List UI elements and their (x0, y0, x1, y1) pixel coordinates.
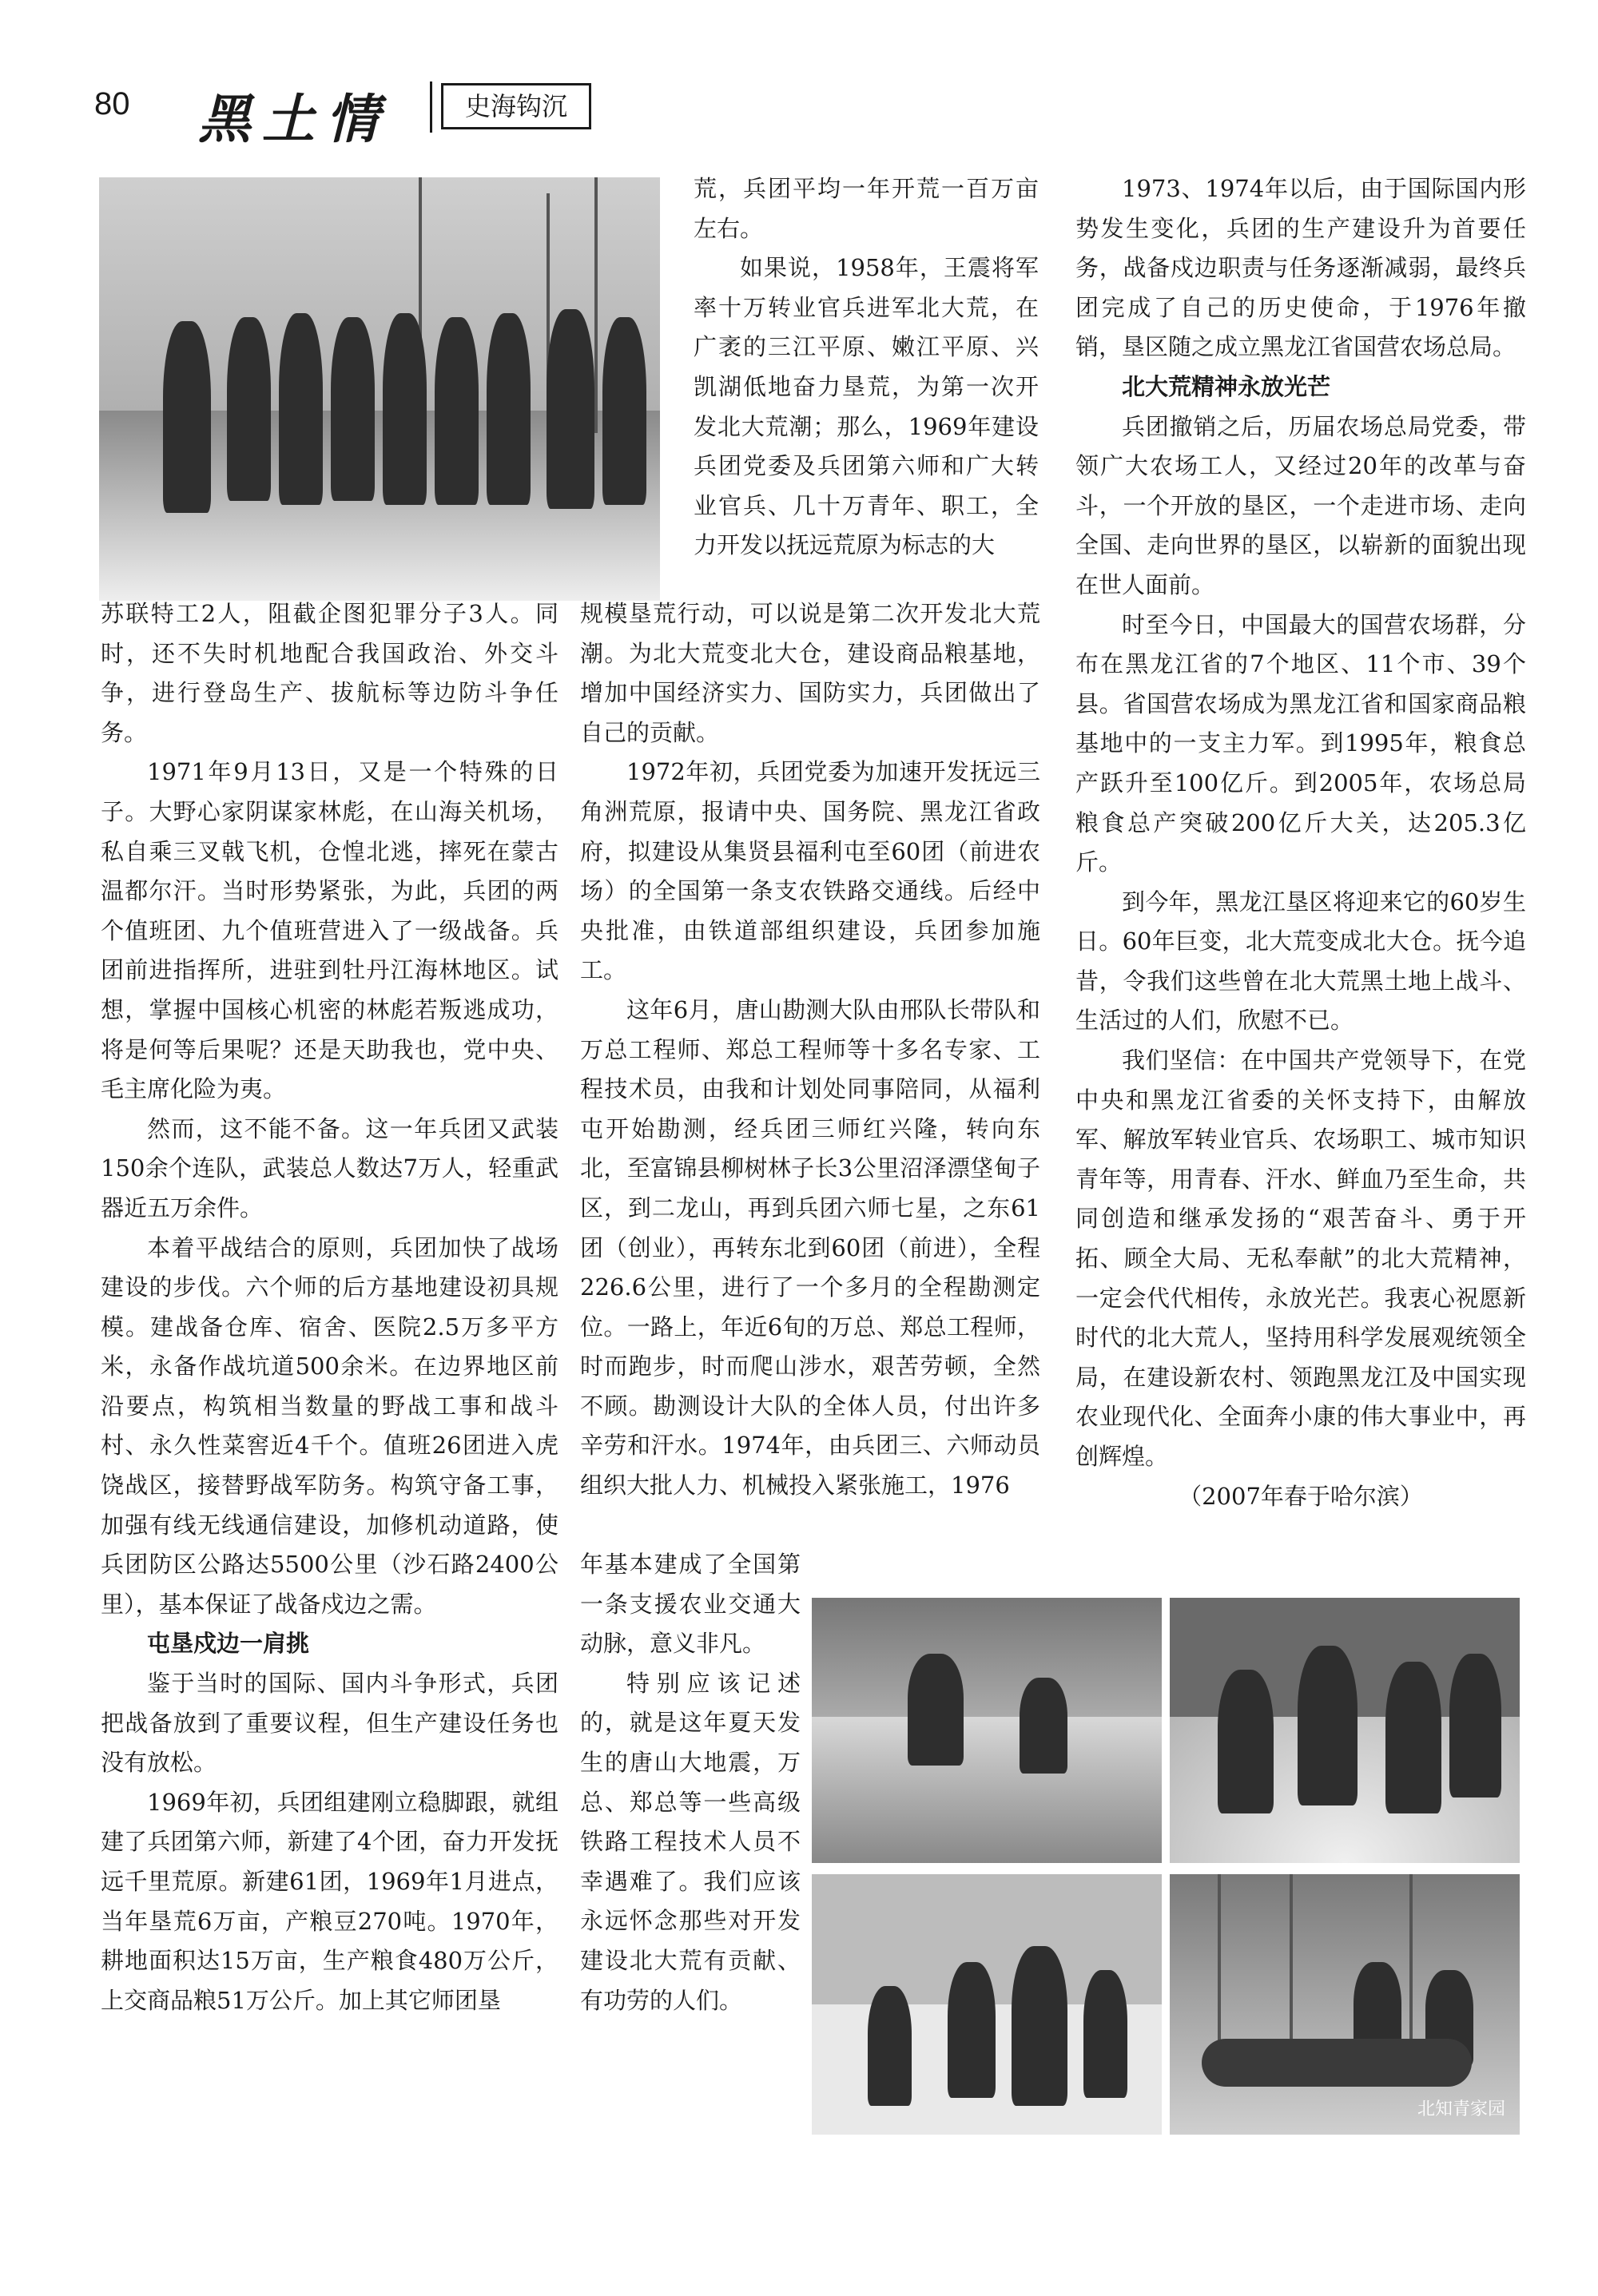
paragraph: 苏联特工2人，阻截企图犯罪分子3人。同时，还不失时机地配合我国政治、外交斗争，进行登岛生产、拔航标等边防斗争任务。 (101, 600, 559, 746)
page-number: 80 (94, 86, 130, 121)
photo-forest-logging (1170, 1874, 1520, 2135)
photo-grain-harvest (1170, 1598, 1520, 1863)
photo-soldiers-snow (99, 177, 660, 601)
paragraph: 年基本建成了全国第一条支援农业交通大动脉，意义非凡。 (580, 1551, 801, 1658)
paragraph: 荒，兵团平均一年开荒一百万亩左右。 (694, 175, 1039, 242)
paragraph: 1969年初，兵团组建刚立稳脚跟，就组建了兵团第六师，新建了4个团，奋力开发抚远千里荒原。新建61团，1969年1月进点，当年垦荒6万亩，产粮豆270吨。1970年，耕地面积达15万亩，生产粮食480万公斤，上交商品粮51万公斤。加上其它师团垦 (101, 1788, 559, 2014)
paragraph: 1971年9月13日，又是一个特殊的日子。大野心家阴谋家林彪，在山海关机场，私自乘三叉戟飞机，仓惶北逃，摔死在蒙古温都尔汗。当时形势紧张，为此，兵团的两个值班团、九个值班营进入了一级战备。兵团前进指挥所，进驻到牡丹江海林地区。试想，掌握中国核心机密的林彪若叛逃成功，将是何等后果呢？还是天助我也，党中央、毛主席化险为夷。 (101, 758, 559, 1103)
paragraph: 1972年初，兵团党委为加速开发抚远三角洲荒原，报请中央、国务院、黑龙江省政府，拟建设从集贤县福利屯至60团（前进农场）的全国第一条支农铁路交通线。后经中央批准，由铁道部组织建设，兵团参加施工。 (580, 758, 1040, 984)
section-heading: 北大荒精神永放光芒 (1122, 372, 1331, 400)
section-label: 史海钩沉 (441, 83, 591, 129)
column-1 (101, 594, 559, 2020)
paragraph: 1973、1974年以后，由于国际国内形势发生变化，兵团的生产建设升为首要任务，战备戍边职责与任务逐渐减弱，最终兵团完成了自己的历史使命，于1976年撤销，垦区随之成立黑龙江省国营农场总局。 (1075, 175, 1526, 361)
paragraph: 这年6月，唐山勘测大队由邢队长带队和万总工程师、郑总工程师等十多名专家、工程技术员，由我和计划处同事陪同，从福利屯开始勘测，经兵团三师红兴隆，转向东北，至富锦县柳树林子长3公里沼泽漂垡甸子区，到二龙山，再到兵团六师七星，之东61团（创业），再转东北到60团（前进），全程226.6公里，进行了一个多月的全程勘测定位。一路上，年近6旬的万总、郑总工程师，时而跑步，时而爬山涉水，艰苦劳顿，全然不顾。勘测设计大队的全体人员，付出许多辛劳和汗水。1974年，由兵团三、六师动员组织大批人力、机械投入紧张施工，1976 (580, 995, 1040, 1500)
column-2-middle (580, 594, 1040, 1506)
watermark-text: 北知青家园 (1417, 2099, 1505, 2119)
section-heading: 屯垦戍边一肩挑 (147, 1630, 310, 1658)
paragraph: 规模垦荒行动，可以说是第二次开发北大荒潮。为北大荒变北大仓，建设商品粮基地，增加中国经济实力、国防实力，兵团做出了自己的贡献。 (580, 600, 1040, 746)
masthead-logo: 黑土情 (198, 88, 390, 150)
column-2-bottom (580, 1545, 801, 2020)
paragraph: 我们坚信：在中国共产党领导下，在党中央和黑龙江省委的关怀支持下，由解放军、解放军转业官兵、农场职工、城市知识青年等，用青春、汗水、鲜血乃至生命，共同创造和继承发扬的“艰苦奋斗、勇于开拓、顾全大局、无私奉献”的北大荒精神，一定会代代相传，永放光芒。我衷心祝愿新时代的北大荒人，坚持用科学发展观统领全局，在建设新农村、领跑黑龙江及中国实现农业现代化、全面奔小康的伟大事业中，再创辉煌。 (1075, 1047, 1526, 1470)
paragraph: 然而，这不能不备。这一年兵团又武装150余个连队，武装总人数达7万人，轻重武器近五万余件。 (101, 1114, 559, 1221)
paragraph: 到今年，黑龙江垦区将迎来它的60岁生日。60年巨变，北大荒变成北大仓。抚今追昔，令我们这些曾在北大荒黑土地上战斗、生活过的人们，欣慰不已。 (1075, 888, 1526, 1035)
paragraph: 时至今日，中国最大的国营农场群，分布在黑龙江省的7个地区、11个市、39个县。省国营农场成为黑龙江省和国家商品粮基地中的一支主力军。到1995年，粮食总产跃升至100亿斤。到2005年，农场总局粮食总产突破200亿斤大关，达205.3亿斤。 (1075, 610, 1526, 876)
paragraph: 鉴于当时的国际、国内斗争形式，兵团把战备放到了重要议程，但生产建设任务也没有放松。 (101, 1670, 559, 1777)
paragraph: 兵团撤销之后，历届农场总局党委，带领广大农场工人，又经过20年的改革与奋斗，一个开放的垦区，一个走进市场、走向全国、走向世界的垦区，以崭新的面貌出现在世人面前。 (1075, 412, 1526, 598)
signature-note: （2007年春于哈尔滨） (1179, 1482, 1423, 1510)
photo-carrying-logs (812, 1874, 1162, 2135)
header-divider (430, 81, 432, 133)
paragraph: 如果说，1958年，王震将军率十万转业官兵进军北大荒，在广袤的三江平原、嫩江平原、兴凯湖低地奋力垦荒，为第一次开发北大荒潮；那么，1969年建设兵团党委及兵团第六师和广大转业官兵、几十万青年、职工，全力开发以抚远荒原为标志的大 (694, 254, 1039, 559)
photo-wetland-workers (812, 1598, 1162, 1863)
paragraph: 特别应该记述的，就是这年夏天发生的唐山大地震，万总、郑总等一些高级铁路工程技术人员不幸遇难了。我们应该永远怀念那些对开发建设北大荒有贡献、有功劳的人们。 (580, 1669, 801, 2014)
paragraph: 本着平战结合的原则，兵团加快了战场建设的步伐。六个师的后方基地建设初具规模。建战备仓库、宿舍、医院2.5万多平方米，永备作战坑道500余米。在边界地区前沿要点，构筑相当数量的野战工事和战斗村、永久性菜窖近4千个。值班26团进入虎饶战区，接替野战军防务。构筑守备工事，加强有线无线通信建设，加修机动道路，使兵团防区公路达5500公里（沙石路2400公里），基本保证了战备戍边之需。 (101, 1233, 559, 1618)
column-2-top (694, 169, 1039, 566)
column-3 (1075, 169, 1526, 1516)
